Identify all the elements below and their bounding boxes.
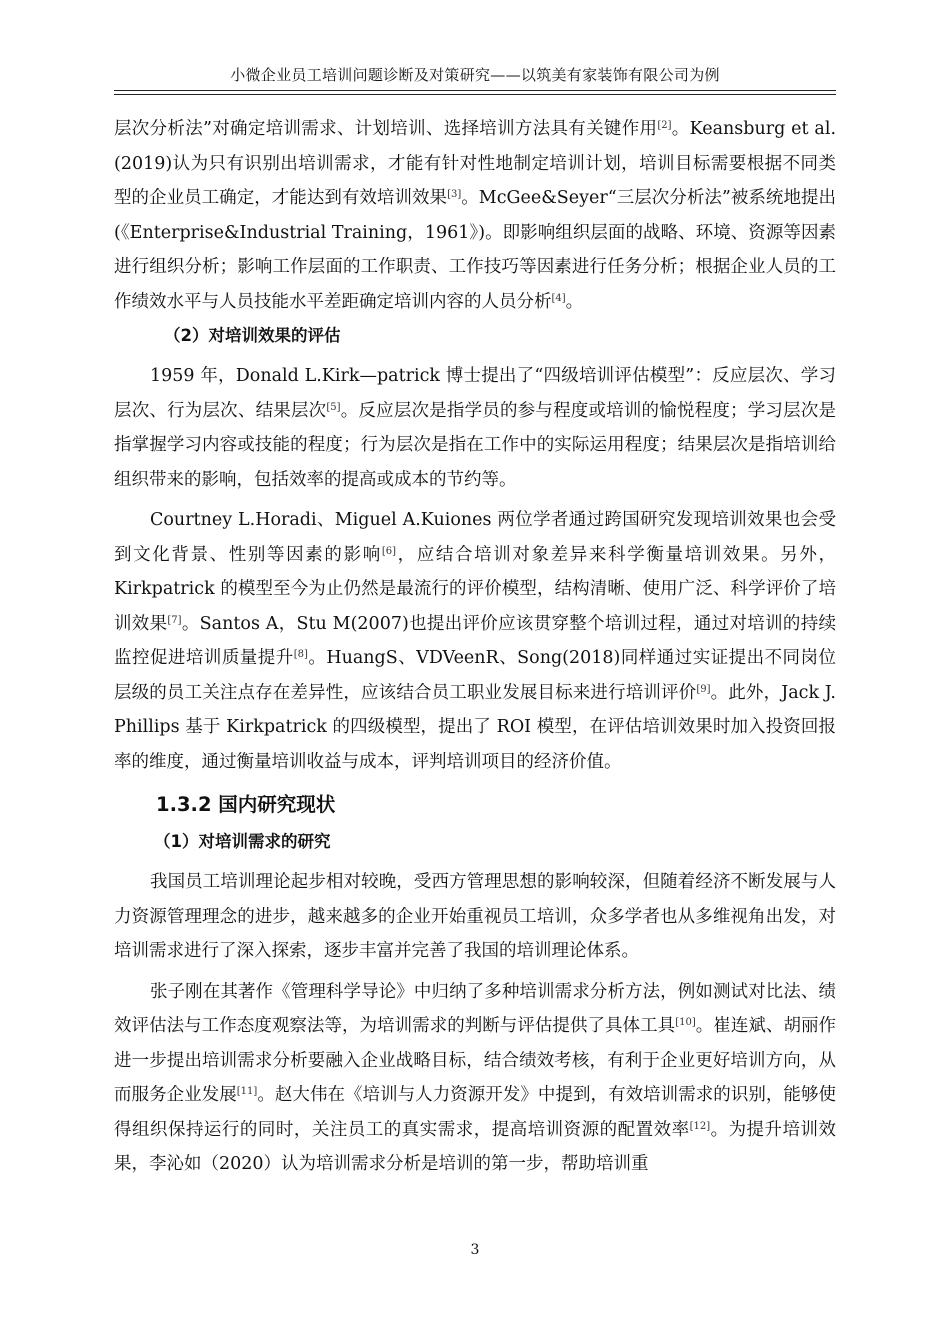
text-run: Courtney L.Horadi、Miguel A.Kuiones 两位学者通过跨国研究发现培训效果也会受到文化背景、性别等因素的影响 [114,510,836,565]
citation-ref: [2] [657,120,672,131]
citation-ref: [8] [293,649,308,660]
paragraph-cross-national [114,503,836,779]
text-run: 。HuangS、VDVeenR、Song(2018)同样通过实证提出不同岗位层级的员工关注点存在差异性，应该结合员工职业发展目标来进行培训评价 [114,648,836,703]
citation-ref: [12] [689,1120,711,1132]
text-run: ，应结合培训对象差异来科学衡量培训效果。另外，Kirkpatrick 的模型至今为止仍然是最流行的评价模型，结构清晰、使用广泛、科学评价了培训效果 [114,544,836,634]
header-rule-thin [114,94,836,95]
text-run: 。赵大伟在《培训与人力资源开发》中提到，有效培训需求的识别，能够使得组织保持运行的同时，关注员工的真实需求，提高培训资源的配置效率 [114,1085,837,1140]
citation-ref: [11] [236,1086,258,1097]
subheading-training-needs: （1）对培训需求的研究 [154,832,331,851]
text-run: 。此外，Jack J. Phillips 基于 Kirkpatrick 的四级模型，提出了 ROI 模型，在评估培训效果时加入投资回报率的维度，通过衡量培训收益与成本，评判培训项目的经济价值。 [114,682,836,772]
citation-ref: [9] [696,683,711,695]
paragraph-training-needs-foreign [114,112,836,319]
text-run: 。为提升培训效果，李沁如（2020）认为培训需求分析是培训的第一步，帮助培训重 [114,1119,836,1174]
text-run: 。McGee&Seyer“三层次分析法”被系统地提出(《Enterprise&Industrial Training，1961》)。即影响组织层面的战略、环境、资源等因素进行组织分析；影响工作层面的工作职责、工作技巧等因素进行任务分析；根据企业人员的工作绩效水平与人员技能水平差距确定培训内容的人员分析 [114,188,837,312]
paragraph-kirkpatrick [114,359,836,497]
citation-ref: [10] [675,1017,696,1028]
header-rule [114,90,836,91]
citation-ref: [5] [326,401,341,413]
subheading-training-effect-eval: （2）对培训效果的评估 [164,326,341,345]
text-run: 1959 年，Donald L.Kirk—patrick 博士提出了“四级培训评估模型”：反应层次、学习层次、行为层次、结果层次 [114,366,836,421]
page-body [114,112,836,1182]
running-header: 小微企业员工培训问题诊断及对策研究——以筑美有家装饰有限公司为例 [230,66,720,84]
section-heading-domestic: 1.3.2 国内研究现状 [156,793,336,816]
text-run: 层次分析法”对确定培训需求、计划培训、选择培训方法具有关键作用 [114,119,658,139]
paragraph-domestic-intro [114,865,836,969]
text-run: 。 [565,291,584,312]
citation-ref: [6] [381,545,396,557]
citation-ref: [4] [551,292,566,304]
text-run: 。Santos A，Stu M(2007)也提出评价应该贯穿整个培训过程，通过对培训的持续监控促进培训质量提升 [114,613,837,668]
text-run: 我国员工培训理论起步相对较晚，受西方管理思想的影响较深，但随着经济不断发展与人力资源管理理念的进步，越来越多的企业开始重视员工培训，众多学者也从多维视角出发，对培训需求进行了深入探索，逐步丰富并完善了我国的培训理论体系。 [114,872,836,961]
citation-ref: [7] [167,614,182,626]
text-run: 。反应层次是指学员的参与程度或培训的愉悦程度；学习层次是指掌握学习内容或技能的程度；行为层次是指在工作中的实际运用程度；结果层次是指培训给组织带来的影响，包括效率的提高或成本的节约等。 [114,400,837,490]
paragraph-domestic-scholars [114,975,836,1182]
text-run: 。崔连斌、胡丽作进一步提出培训需求分析要融入企业战略目标，结合绩效考核，有利于企业更好培训方向，从而服务企业发展 [114,1016,837,1105]
citation-ref: [3] [447,189,462,200]
text-run: 。Keansburg et al.(2019)认为只有识别出培训需求，才能有针对性地制定培训计划，培训目标需要根据不同类型的企业员工确定，才能达到有效培训效果 [114,119,837,208]
page-number: 3 [470,1242,480,1258]
text-run: 张子刚在其著作《管理科学导论》中归纳了多种培训需求分析方法，例如测试对比法、绩效评估法与工作态度观察法等，为培训需求的判断与评估提供了具体工具 [114,981,836,1036]
